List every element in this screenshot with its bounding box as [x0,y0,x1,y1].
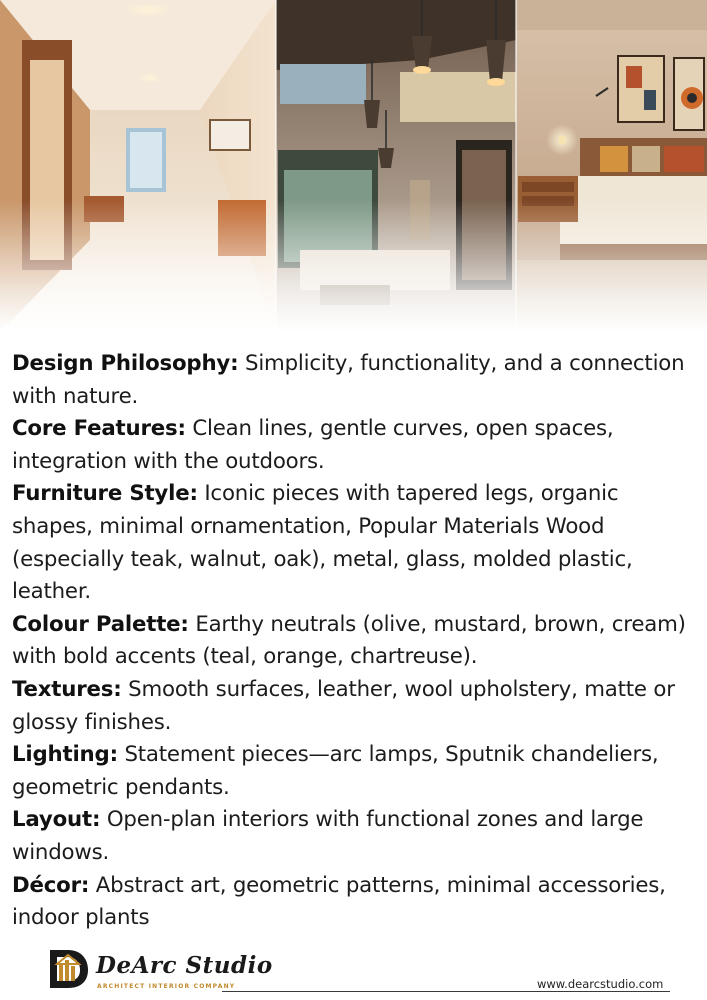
section-label: Colour Palette: [12,611,189,637]
design-description [12,348,702,935]
brand-tagline: ARCHITECT INTERIOR COMPANY [97,983,236,990]
section-text: Open-plan interiors with functional zones and large windows. [12,807,644,865]
section-label: Layout: [12,807,101,833]
section-text: Earthy neutrals (olive, mustard, brown, cream) with bold accents (teal, orange, chartreuse). [12,611,686,670]
footer [0,938,707,1000]
section-decor [12,870,702,935]
brand-name: DeArc Studio [96,952,273,979]
section-design-philosophy [12,348,702,413]
section-lighting [12,739,702,804]
section-label: Textures: [12,676,122,702]
section-text: Smooth surfaces, leather, wool upholstery, matte or glossy finishes. [12,676,675,735]
section-label: Décor: [12,872,90,898]
section-text: Abstract art, geometric patterns, minimal accessories, indoor plants [12,872,666,931]
section-text: Iconic pieces with tapered legs, organic shapes, minimal ornamentation, Popular Materials Wood (especially teak, walnut, oak), metal, glass, molded plastic, leather. [12,481,633,605]
section-label: Design Philosophy: [12,351,239,376]
section-label: Core Features: [12,416,186,442]
footer-divider [222,991,670,992]
section-text: Simplicity, functionality, and a connection with nature. [12,351,685,409]
section-colour-palette [12,609,702,674]
section-text: Clean lines, gentle curves, open spaces, integration with the outdoors. [12,416,614,474]
section-text: Statement pieces—arc lamps, Sputnik chandeliers, geometric pendants. [12,742,659,800]
website-link[interactable]: www.dearcstudio.com [537,977,664,991]
brand-logo-icon [46,946,92,992]
section-furniture-style [12,478,702,608]
section-core-features [12,413,702,478]
hero-collage [0,0,707,332]
section-label: Lighting: [12,742,118,768]
section-layout [12,804,702,869]
section-label: Furniture Style: [12,481,198,507]
hero-fade-overlay [0,200,707,332]
section-textures [12,674,702,739]
